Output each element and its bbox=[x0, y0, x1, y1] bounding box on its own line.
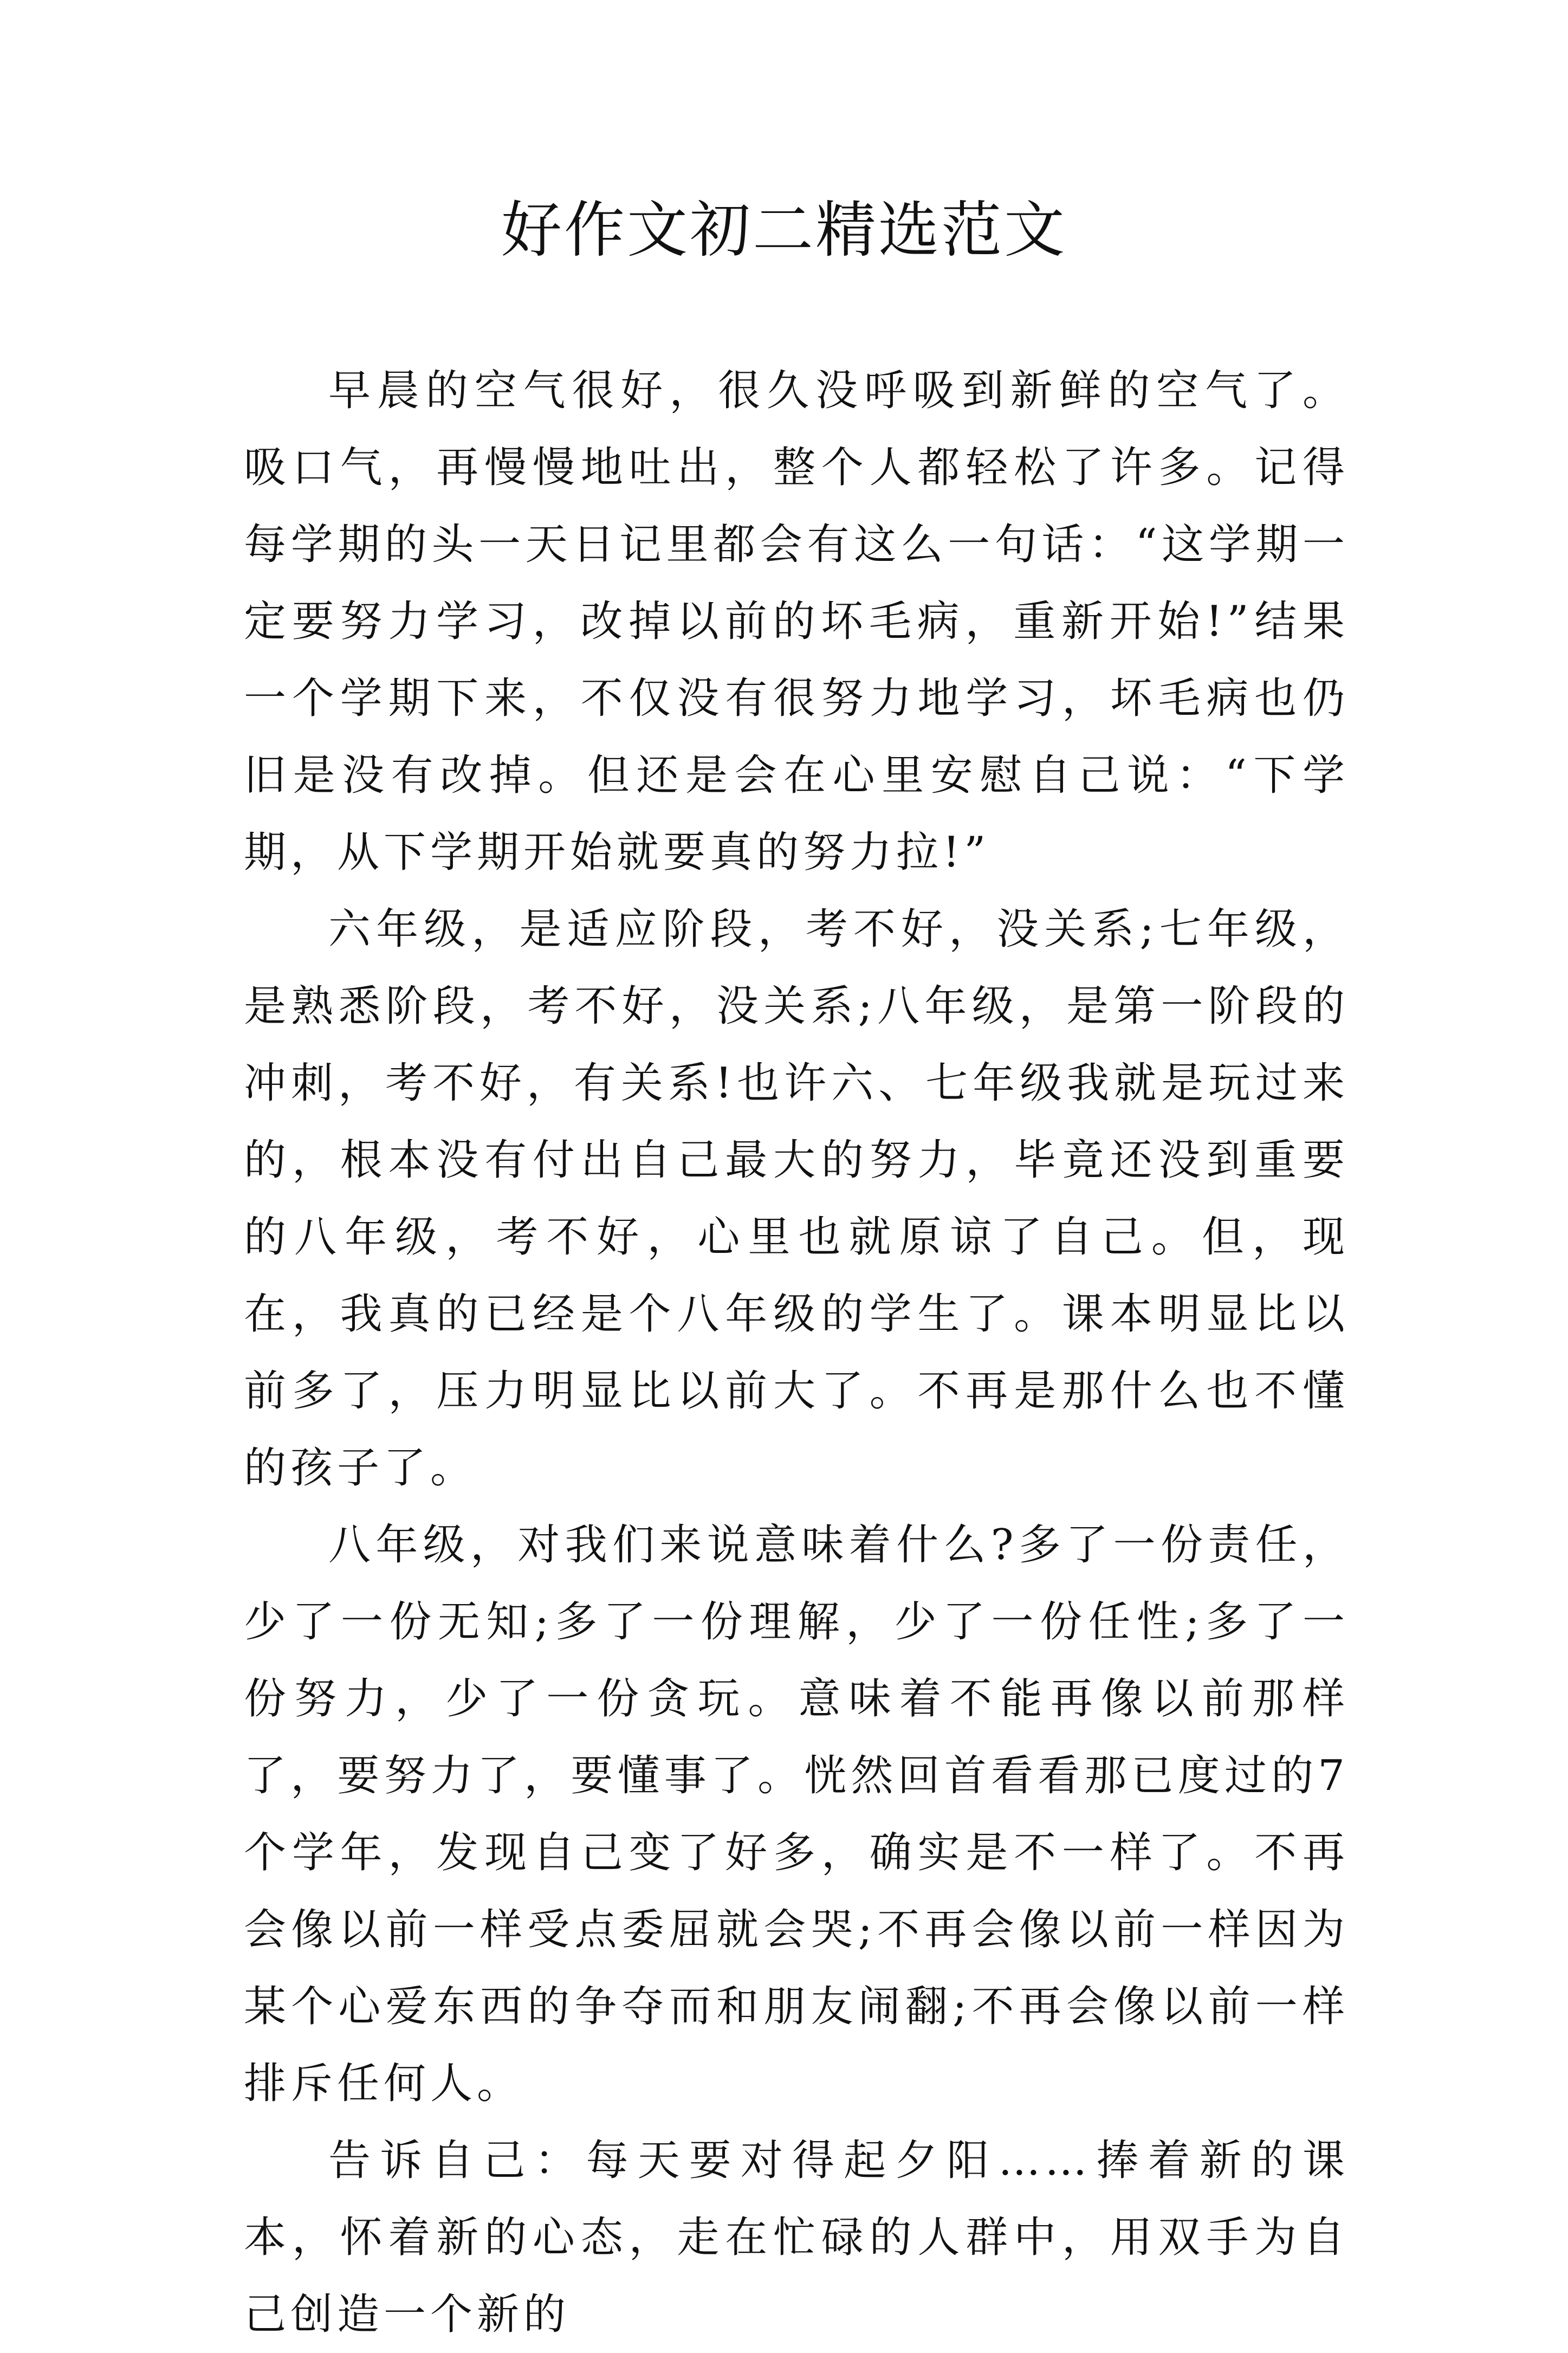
document-title: 好作文初二精选范文 bbox=[501, 195, 1067, 266]
paragraph-4: 告诉自己：每天要对得起夕阳……捧着新的课本，怀着新的心态，走在忙碌的人群中，用双手为自己创造一个新的 bbox=[244, 2136, 1349, 2339]
paragraph-3: 八年级，对我们来说意味着什么?多了一份责任，少了一份无知;多了一份理解，少了一份任性;多了一份努力，少了一份贪玩。意味着不能再像以前那样了，要努力了，要懂事了。恍然回首看看那已度过的7个学年，发现自己变了好多，确实是不一样了。不再会像以前一样受点委屈就会哭;不再会像以前一样因为某个心爱东西的争夺而和朋友闹翻;不再会像以前一样排斥任何人。 bbox=[244, 1521, 1349, 2108]
document-body bbox=[244, 352, 1349, 2353]
paragraph-2: 六年级，是适应阶段，考不好，没关系;七年级，是熟悉阶段，考不好，没关系;八年级，是第一阶段的冲刺，考不好，有关系!也许六、七年级我就是玩过来的，根本没有付出自己最大的努力，毕竟还没到重要的八年级，考不好，心里也就原谅了自己。但，现在，我真的已经是个八年级的学生了。课本明显比以前多了，压力明显比以前大了。不再是那什么也不懂的孩子了。 bbox=[244, 905, 1349, 1492]
paragraph-1: 早晨的空气很好，很久没呼吸到新鲜的空气了。吸口气，再慢慢地吐出，整个人都轻松了许多。记得每学期的头一天日记里都会有这么一句话：“这学期一定要努力学习，改掉以前的坏毛病，重新开始!”结果一个学期下来，不仅没有很努力地学习，坏毛病也仍旧是没有改掉。但还是会在心里安慰自己说：“下学期，从下学期开始就要真的努力拉!” bbox=[244, 366, 1349, 877]
